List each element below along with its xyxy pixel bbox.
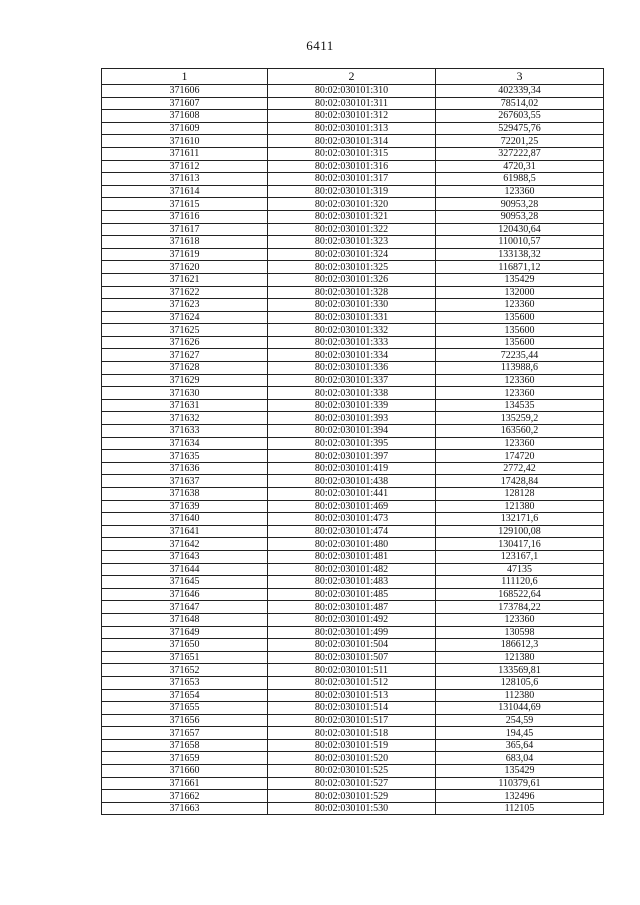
cell-value: 135600 [436,336,604,349]
cell-number: 371609 [102,122,268,135]
cell-number: 371630 [102,387,268,400]
cell-number: 371615 [102,198,268,211]
cell-number: 371650 [102,639,268,652]
table-row [102,425,604,438]
cell-value: 128128 [436,488,604,501]
table-row [102,450,604,463]
table-row [102,500,604,513]
cell-number: 371625 [102,324,268,337]
cell-value: 173784,22 [436,601,604,614]
cell-value: 683,04 [436,752,604,765]
cell-cadastral-number: 80:02:030101:530 [268,802,436,815]
table-row [102,475,604,488]
cell-value: 267603,55 [436,110,604,123]
cell-cadastral-number: 80:02:030101:312 [268,110,436,123]
cell-cadastral-number: 80:02:030101:395 [268,437,436,450]
cell-value: 168522,64 [436,588,604,601]
cell-value: 130417,16 [436,538,604,551]
table-row [102,324,604,337]
table-row [102,147,604,160]
cell-cadastral-number: 80:02:030101:322 [268,223,436,236]
cell-value: 90953,28 [436,210,604,223]
cell-cadastral-number: 80:02:030101:334 [268,349,436,362]
table-row [102,311,604,324]
cell-cadastral-number: 80:02:030101:419 [268,462,436,475]
table-row [102,802,604,815]
table-row [102,664,604,677]
cell-number: 371622 [102,286,268,299]
cell-cadastral-number: 80:02:030101:315 [268,147,436,160]
cell-cadastral-number: 80:02:030101:474 [268,525,436,538]
table-row [102,513,604,526]
cell-value: 529475,76 [436,122,604,135]
table-row [102,160,604,173]
cell-number: 371624 [102,311,268,324]
cell-cadastral-number: 80:02:030101:339 [268,399,436,412]
cell-value: 113988,6 [436,362,604,375]
data-table [101,68,604,815]
cell-value: 402339,34 [436,85,604,98]
cell-value: 78514,02 [436,97,604,110]
cell-value: 128105,6 [436,676,604,689]
cell-cadastral-number: 80:02:030101:469 [268,500,436,513]
cell-number: 371649 [102,626,268,639]
cell-number: 371614 [102,185,268,198]
cell-number: 371606 [102,85,268,98]
cell-cadastral-number: 80:02:030101:499 [268,626,436,639]
cell-value: 194,45 [436,727,604,740]
cell-value: 116871,12 [436,261,604,274]
cell-value: 365,64 [436,739,604,752]
cell-cadastral-number: 80:02:030101:525 [268,765,436,778]
cell-number: 371634 [102,437,268,450]
table-row [102,538,604,551]
cell-number: 371658 [102,739,268,752]
cell-cadastral-number: 80:02:030101:325 [268,261,436,274]
table-row [102,85,604,98]
cell-number: 371621 [102,273,268,286]
column-header: 1 [102,69,268,85]
cell-number: 371607 [102,97,268,110]
table-row [102,777,604,790]
cell-number: 371636 [102,462,268,475]
cell-number: 371641 [102,525,268,538]
cell-value: 61988,5 [436,173,604,186]
table-row [102,185,604,198]
table-row [102,563,604,576]
cell-cadastral-number: 80:02:030101:507 [268,651,436,664]
cell-value: 132171,6 [436,513,604,526]
table-row [102,173,604,186]
table-row [102,727,604,740]
cell-cadastral-number: 80:02:030101:519 [268,739,436,752]
cell-value: 135600 [436,324,604,337]
cell-cadastral-number: 80:02:030101:332 [268,324,436,337]
table-row [102,374,604,387]
cell-value: 133569,81 [436,664,604,677]
table-row [102,488,604,501]
cell-number: 371608 [102,110,268,123]
table-row [102,550,604,563]
cell-value: 135429 [436,765,604,778]
cell-cadastral-number: 80:02:030101:480 [268,538,436,551]
cell-cadastral-number: 80:02:030101:319 [268,185,436,198]
cell-number: 371637 [102,475,268,488]
cell-number: 371616 [102,210,268,223]
cell-value: 123360 [436,374,604,387]
cell-value: 123360 [436,437,604,450]
cell-cadastral-number: 80:02:030101:331 [268,311,436,324]
cell-number: 371617 [102,223,268,236]
cell-cadastral-number: 80:02:030101:529 [268,790,436,803]
cell-number: 371651 [102,651,268,664]
cell-cadastral-number: 80:02:030101:311 [268,97,436,110]
cell-value: 254,59 [436,714,604,727]
cell-value: 135259,2 [436,412,604,425]
cell-value: 129100,08 [436,525,604,538]
cell-cadastral-number: 80:02:030101:487 [268,601,436,614]
cell-cadastral-number: 80:02:030101:323 [268,236,436,249]
cell-cadastral-number: 80:02:030101:520 [268,752,436,765]
cell-cadastral-number: 80:02:030101:481 [268,550,436,563]
table-row [102,601,604,614]
table-row [102,765,604,778]
cell-cadastral-number: 80:02:030101:483 [268,576,436,589]
cell-cadastral-number: 80:02:030101:513 [268,689,436,702]
cell-value: 72201,25 [436,135,604,148]
cell-cadastral-number: 80:02:030101:337 [268,374,436,387]
cell-value: 110010,57 [436,236,604,249]
cell-cadastral-number: 80:02:030101:393 [268,412,436,425]
header-row [102,69,604,85]
table-header [102,69,604,85]
cell-value: 72235,44 [436,349,604,362]
cell-cadastral-number: 80:02:030101:338 [268,387,436,400]
cell-cadastral-number: 80:02:030101:482 [268,563,436,576]
cell-value: 120430,64 [436,223,604,236]
table-row [102,790,604,803]
cell-number: 371635 [102,450,268,463]
cell-value: 47135 [436,563,604,576]
table-row [102,588,604,601]
cell-value: 123360 [436,387,604,400]
cell-number: 371642 [102,538,268,551]
table-row [102,752,604,765]
cell-value: 174720 [436,450,604,463]
cell-cadastral-number: 80:02:030101:441 [268,488,436,501]
cell-value: 90953,28 [436,198,604,211]
table-row [102,626,604,639]
cell-number: 371647 [102,601,268,614]
cell-value: 121380 [436,651,604,664]
table-row [102,336,604,349]
cell-value: 327222,87 [436,147,604,160]
cell-value: 17428,84 [436,475,604,488]
table-row [102,349,604,362]
cell-number: 371627 [102,349,268,362]
cell-number: 371644 [102,563,268,576]
cell-value: 4720,31 [436,160,604,173]
cell-cadastral-number: 80:02:030101:328 [268,286,436,299]
cell-value: 110379,61 [436,777,604,790]
cell-cadastral-number: 80:02:030101:397 [268,450,436,463]
cell-number: 371638 [102,488,268,501]
cell-cadastral-number: 80:02:030101:511 [268,664,436,677]
cell-value: 135600 [436,311,604,324]
cell-number: 371618 [102,236,268,249]
cell-number: 371660 [102,765,268,778]
cell-number: 371661 [102,777,268,790]
cell-cadastral-number: 80:02:030101:492 [268,613,436,626]
cell-value: 134535 [436,399,604,412]
cell-cadastral-number: 80:02:030101:324 [268,248,436,261]
table-row [102,651,604,664]
cell-value: 130598 [436,626,604,639]
cell-cadastral-number: 80:02:030101:514 [268,702,436,715]
cell-value: 135429 [436,273,604,286]
table-row [102,135,604,148]
cell-number: 371631 [102,399,268,412]
table-row [102,273,604,286]
table-row [102,412,604,425]
cell-number: 371656 [102,714,268,727]
cell-cadastral-number: 80:02:030101:333 [268,336,436,349]
cell-cadastral-number: 80:02:030101:394 [268,425,436,438]
table-row [102,362,604,375]
cell-value: 112105 [436,802,604,815]
cell-value: 111120,6 [436,576,604,589]
cell-number: 371610 [102,135,268,148]
cell-number: 371648 [102,613,268,626]
cell-value: 121380 [436,500,604,513]
cell-cadastral-number: 80:02:030101:485 [268,588,436,601]
cell-cadastral-number: 80:02:030101:438 [268,475,436,488]
cell-number: 371654 [102,689,268,702]
table-row [102,286,604,299]
cell-value: 163560,2 [436,425,604,438]
cell-cadastral-number: 80:02:030101:326 [268,273,436,286]
table-row [102,739,604,752]
table-row [102,714,604,727]
cell-number: 371633 [102,425,268,438]
table-row [102,198,604,211]
cell-cadastral-number: 80:02:030101:320 [268,198,436,211]
table-body [102,85,604,815]
table-row [102,110,604,123]
cell-cadastral-number: 80:02:030101:518 [268,727,436,740]
cell-number: 371628 [102,362,268,375]
cell-number: 371640 [102,513,268,526]
cell-value: 132496 [436,790,604,803]
cell-value: 2772,42 [436,462,604,475]
table-row [102,462,604,475]
table-row [102,97,604,110]
cell-number: 371653 [102,676,268,689]
cell-cadastral-number: 80:02:030101:313 [268,122,436,135]
column-header: 2 [268,69,436,85]
cell-number: 371657 [102,727,268,740]
cell-cadastral-number: 80:02:030101:321 [268,210,436,223]
table-row [102,676,604,689]
cell-number: 371663 [102,802,268,815]
cell-number: 371612 [102,160,268,173]
cell-number: 371632 [102,412,268,425]
cell-value: 133138,32 [436,248,604,261]
cell-number: 371646 [102,588,268,601]
cell-number: 371643 [102,550,268,563]
cell-cadastral-number: 80:02:030101:316 [268,160,436,173]
cell-value: 123360 [436,613,604,626]
cell-number: 371652 [102,664,268,677]
table-row [102,613,604,626]
cell-number: 371645 [102,576,268,589]
table-row [102,525,604,538]
cell-value: 123167,1 [436,550,604,563]
cell-value: 131044,69 [436,702,604,715]
cell-number: 371662 [102,790,268,803]
table-row [102,236,604,249]
cell-cadastral-number: 80:02:030101:527 [268,777,436,790]
cell-number: 371611 [102,147,268,160]
table-row [102,689,604,702]
table-row [102,387,604,400]
cell-cadastral-number: 80:02:030101:504 [268,639,436,652]
cell-cadastral-number: 80:02:030101:517 [268,714,436,727]
table-row [102,122,604,135]
table-row [102,399,604,412]
cell-cadastral-number: 80:02:030101:317 [268,173,436,186]
cell-cadastral-number: 80:02:030101:336 [268,362,436,375]
table-row [102,437,604,450]
cell-value: 132000 [436,286,604,299]
cell-cadastral-number: 80:02:030101:330 [268,299,436,312]
cell-value: 123360 [436,299,604,312]
cell-cadastral-number: 80:02:030101:473 [268,513,436,526]
cell-cadastral-number: 80:02:030101:314 [268,135,436,148]
table-row [102,299,604,312]
table-row [102,261,604,274]
table-row [102,639,604,652]
cell-value: 123360 [436,185,604,198]
cell-cadastral-number: 80:02:030101:310 [268,85,436,98]
table-row [102,702,604,715]
cell-value: 112380 [436,689,604,702]
table-row [102,223,604,236]
cell-number: 371639 [102,500,268,513]
cell-value: 186612,3 [436,639,604,652]
table-row [102,210,604,223]
cell-number: 371620 [102,261,268,274]
page-number: 6411 [306,38,334,53]
cell-cadastral-number: 80:02:030101:512 [268,676,436,689]
table-row [102,248,604,261]
table-row [102,576,604,589]
cell-number: 371629 [102,374,268,387]
cell-number: 371623 [102,299,268,312]
cell-number: 371613 [102,173,268,186]
cell-number: 371626 [102,336,268,349]
cell-number: 371655 [102,702,268,715]
cell-number: 371659 [102,752,268,765]
column-header: 3 [436,69,604,85]
cell-number: 371619 [102,248,268,261]
